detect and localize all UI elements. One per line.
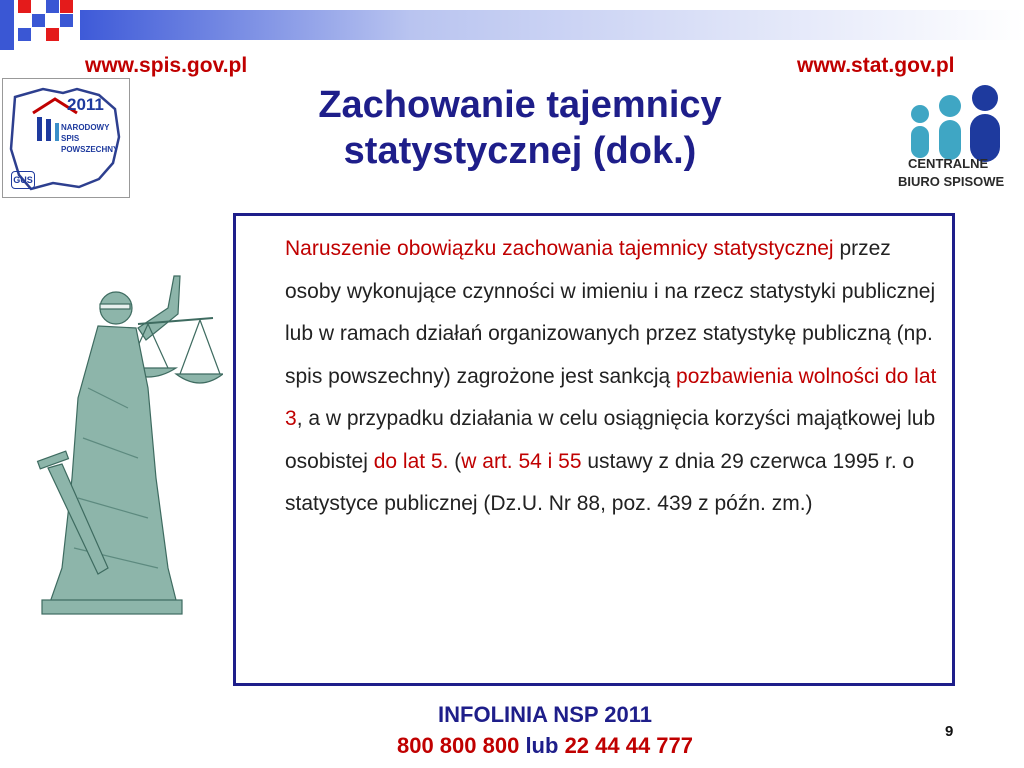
infolinia-title: INFOLINIA NSP 2011 <box>438 702 652 727</box>
slide-title <box>230 82 810 174</box>
cbs-line-1: CENTRALNE <box>908 156 989 171</box>
cbs-line-2: BIURO SPISOWE <box>898 174 1005 189</box>
body-text-4: ustawy z dnia 29 czerwca 1995 r. o statystyce publicznej (Dz.U. Nr 88, poz. 439 z późn. zm.) <box>285 449 915 515</box>
phone-separator: lub <box>525 733 559 758</box>
body-paragraph <box>285 228 947 526</box>
body-highlight-years: do lat 5. <box>373 449 449 473</box>
body-text-3: ( <box>448 449 462 473</box>
infolinia-phones <box>380 733 710 759</box>
body-highlight-articles: w art. 54 i 55 <box>461 449 582 473</box>
nsp-line-2: SPIS <box>61 134 80 143</box>
nsp-line-1: NARODOWY <box>61 123 110 132</box>
phone-number-2[interactable]: 22 44 44 777 <box>564 733 694 758</box>
stat-url-link[interactable]: www.stat.gov.pl <box>797 54 955 77</box>
cbs-logo <box>890 84 1024 204</box>
nsp-line-3: POWSZECHNY <box>61 145 119 154</box>
title-line-2: statystycznej (dok.) <box>343 130 697 172</box>
body-text-1: przez osoby wykonujące czynności w imieniu i na rzecz statystyki publicznej lub w ramach działań organizowanych przez statystykę publiczną (np. spis powszechny) zagrożone jest sankcją <box>285 237 936 388</box>
gus-badge: GUS <box>11 171 35 189</box>
nsp-year: 2011 <box>67 95 104 114</box>
body-text-2: , a w przypadku działania w celu osiągnięcia korzyści majątkowej lub osobistej <box>285 407 936 473</box>
phone-number-1[interactable]: 800 800 800 <box>396 733 520 758</box>
header-decoration <box>0 0 1024 50</box>
lady-justice-statue-image <box>28 268 223 618</box>
title-line-1: Zachowanie tajemnicy <box>318 84 722 126</box>
spis-url-link[interactable]: www.spis.gov.pl <box>85 54 248 77</box>
body-highlight-sanction: pozbawienia wolności do lat 3 <box>285 364 937 430</box>
body-highlight-violation: Naruszenie obowiązku zachowania tajemnicy statystycznej <box>285 237 834 260</box>
nsp-2011-logo <box>2 78 130 198</box>
page-number: 9 <box>945 723 954 740</box>
